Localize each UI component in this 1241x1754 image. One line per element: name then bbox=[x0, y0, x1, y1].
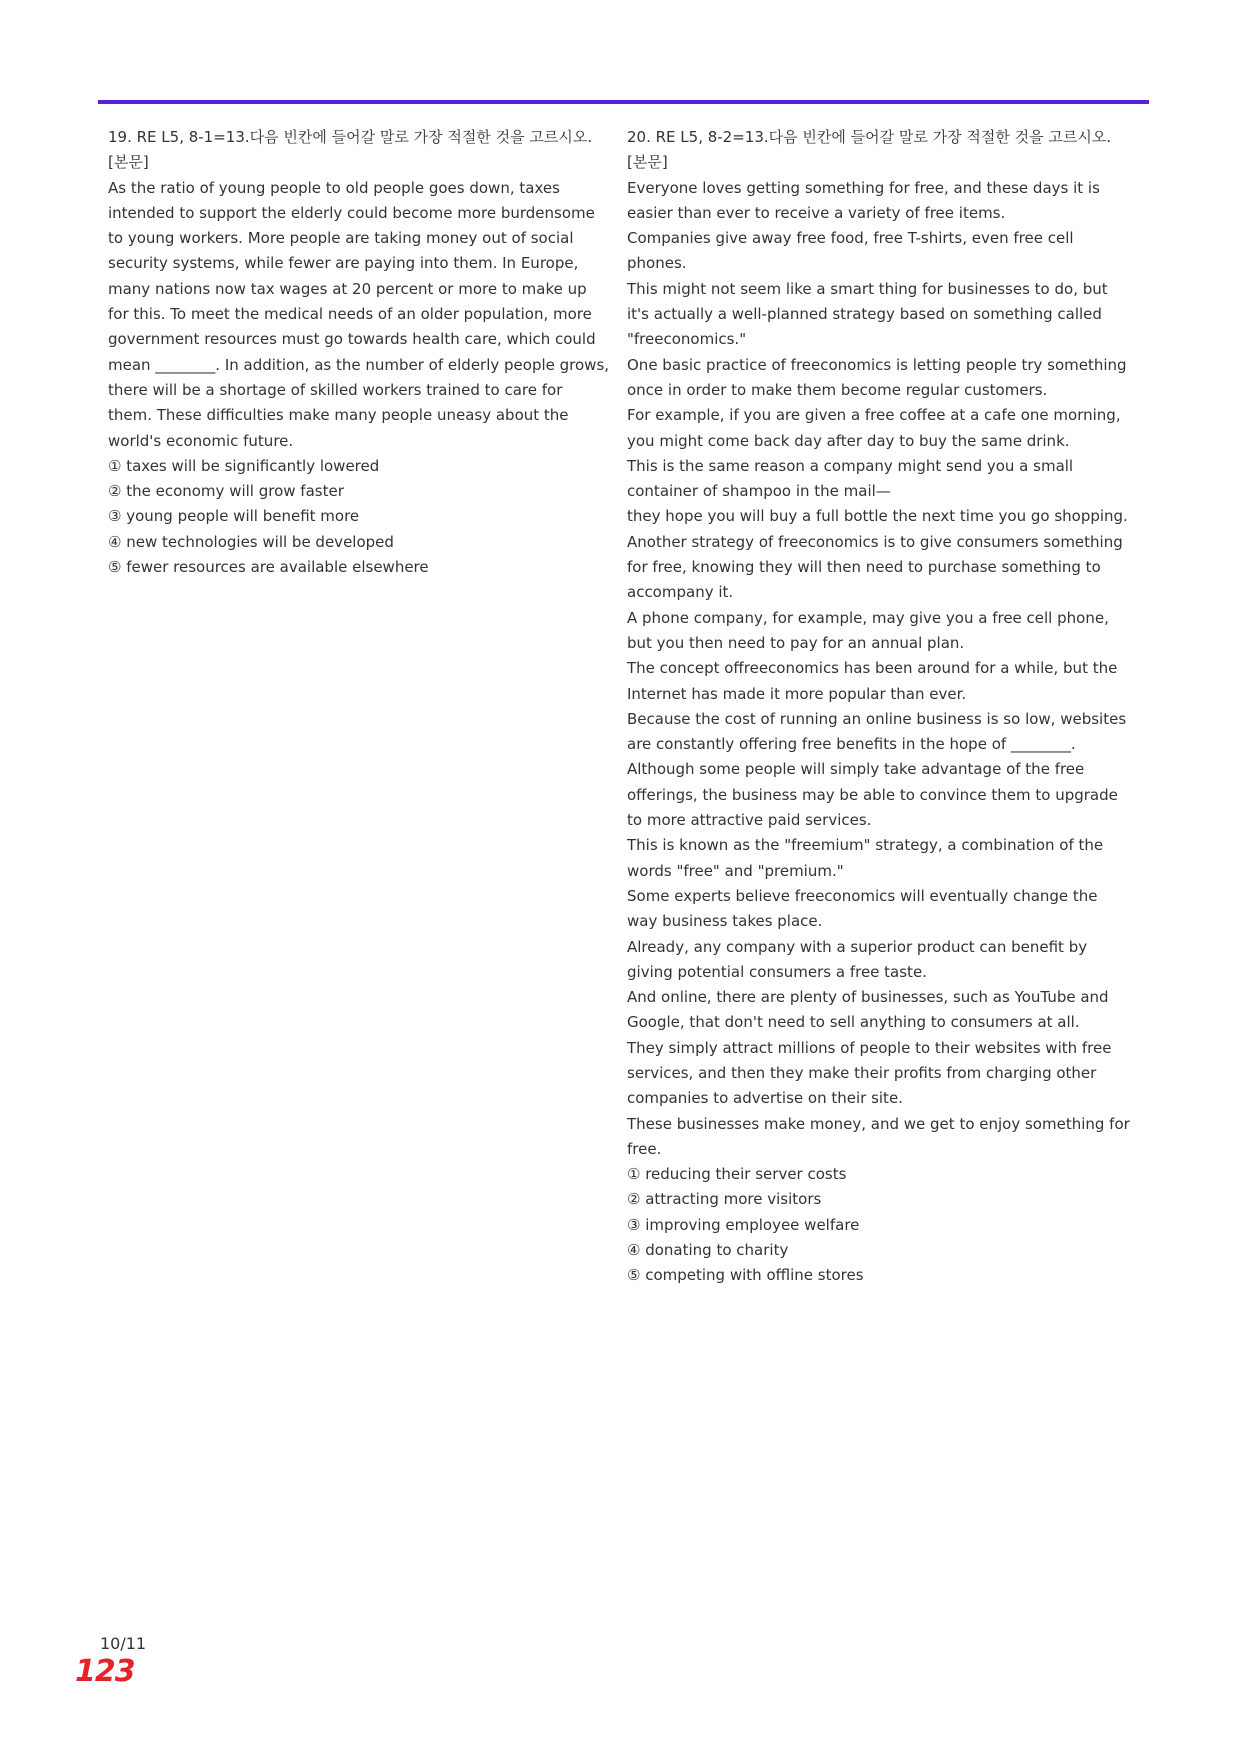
passage-line: This is the same reason a company might send you a small container of shampoo in the mail— bbox=[627, 456, 1074, 501]
choice-3[interactable]: ③ young people will benefit more bbox=[108, 507, 360, 526]
choice-3[interactable]: ③ improving employee welfare bbox=[627, 1215, 860, 1234]
question-heading: 19. RE L5, 8-1=13.다음 빈칸에 들어갈 말로 가장 적절한 것을 고르시오. bbox=[108, 128, 593, 146]
choice-4[interactable]: ④ new technologies will be developed bbox=[108, 532, 394, 551]
passage-line: They simply attract millions of people to their websites with free services, and then they make their profits from charging other companies to advertise on their site. bbox=[627, 1038, 1112, 1108]
answer-choices bbox=[627, 1162, 1130, 1288]
passage-line: And online, there are plenty of businesses, such as YouTube and Google, that don't need to sell anything to consumers at all. bbox=[627, 988, 1109, 1032]
choice-5[interactable]: ⑤ competing with offline stores bbox=[627, 1266, 864, 1285]
passage-line: For example, if you are given a free coffee at a cafe one morning, you might come back day after day to buy the same drink. bbox=[627, 406, 1121, 450]
passage-line: One basic practice of freeconomics is letting people try something once in order to make them become regular customers. bbox=[627, 355, 1127, 399]
passage-line: Companies give away free food, free T-shirts, even free cell phones. bbox=[627, 229, 1074, 273]
passage-tag: [본문] bbox=[108, 153, 149, 172]
choice-1[interactable]: ① reducing their server costs bbox=[627, 1165, 847, 1184]
passage-tag: [본문] bbox=[627, 153, 668, 172]
passage-line: Because the cost of running an online business is so low, websites are constantly offering free benefits in the hope of ________. bbox=[627, 709, 1127, 754]
passage-line: they hope you will buy a full bottle the next time you go shopping. bbox=[627, 507, 1128, 526]
passage-line: This is known as the "freemium" strategy, a combination of the words "free" and "premium." bbox=[627, 836, 1104, 880]
passage-text: As the ratio of young people to old people goes down, taxes intended to support the elderly could become more burdensome to young workers. More people are taking money out of social security systems, while fewer are paying into them. In Europe, many nations now tax wages at 20 percent or more to make up for this. To meet the medical needs of an older population, more government resources must go towards health care, which could mean ________. In addition, as the number of elderly people grows, there will be a shortage of skilled workers trained to care for them. These difficulties make many people uneasy about the world's economic future. bbox=[108, 178, 610, 450]
question-19 bbox=[108, 125, 610, 580]
passage-line: This might not seem like a smart thing for businesses to do, but it's actually a well-planned strategy based on something called "freeconomics." bbox=[627, 279, 1108, 349]
passage-line: Already, any company with a superior product can benefit by giving potential consumers a free taste. bbox=[627, 937, 1088, 981]
question-20 bbox=[627, 125, 1130, 1289]
header-rule bbox=[98, 100, 1149, 104]
question-heading: 20. RE L5, 8-2=13.다음 빈칸에 들어갈 말로 가장 적절한 것을 고르시오. bbox=[627, 128, 1112, 146]
answer-choices bbox=[108, 454, 610, 580]
brand-logo: 123 bbox=[75, 1654, 135, 1689]
passage-line: Everyone loves getting something for free, and these days it is easier than ever to receive a variety of free items. bbox=[627, 178, 1100, 222]
choice-5[interactable]: ⑤ fewer resources are available elsewhere bbox=[108, 558, 429, 577]
passage-line: A phone company, for example, may give you a free cell phone, but you then need to pay for an annual plan. bbox=[627, 608, 1109, 652]
page-number: 10/11 bbox=[100, 1634, 147, 1653]
choice-2[interactable]: ② attracting more visitors bbox=[627, 1190, 822, 1209]
choice-4[interactable]: ④ donating to charity bbox=[627, 1241, 789, 1260]
passage-line: Another strategy of freeconomics is to give consumers something for free, knowing they will then need to purchase something to accompany it. bbox=[627, 532, 1123, 602]
passage-line: The concept offreeconomics has been around for a while, but the Internet has made it more popular than ever. bbox=[627, 659, 1118, 703]
choice-1[interactable]: ① taxes will be significantly lowered bbox=[108, 456, 380, 475]
passage-line: These businesses make money, and we get to enjoy something for free. bbox=[627, 1114, 1130, 1158]
passage-line: Some experts believe freeconomics will eventually change the way business takes place. bbox=[627, 886, 1098, 931]
choice-2[interactable]: ② the economy will grow faster bbox=[108, 482, 344, 501]
passage-line: Although some people will simply take advantage of the free offerings, the business may be able to convince them to upgrade to more attractive paid services. bbox=[627, 760, 1118, 830]
